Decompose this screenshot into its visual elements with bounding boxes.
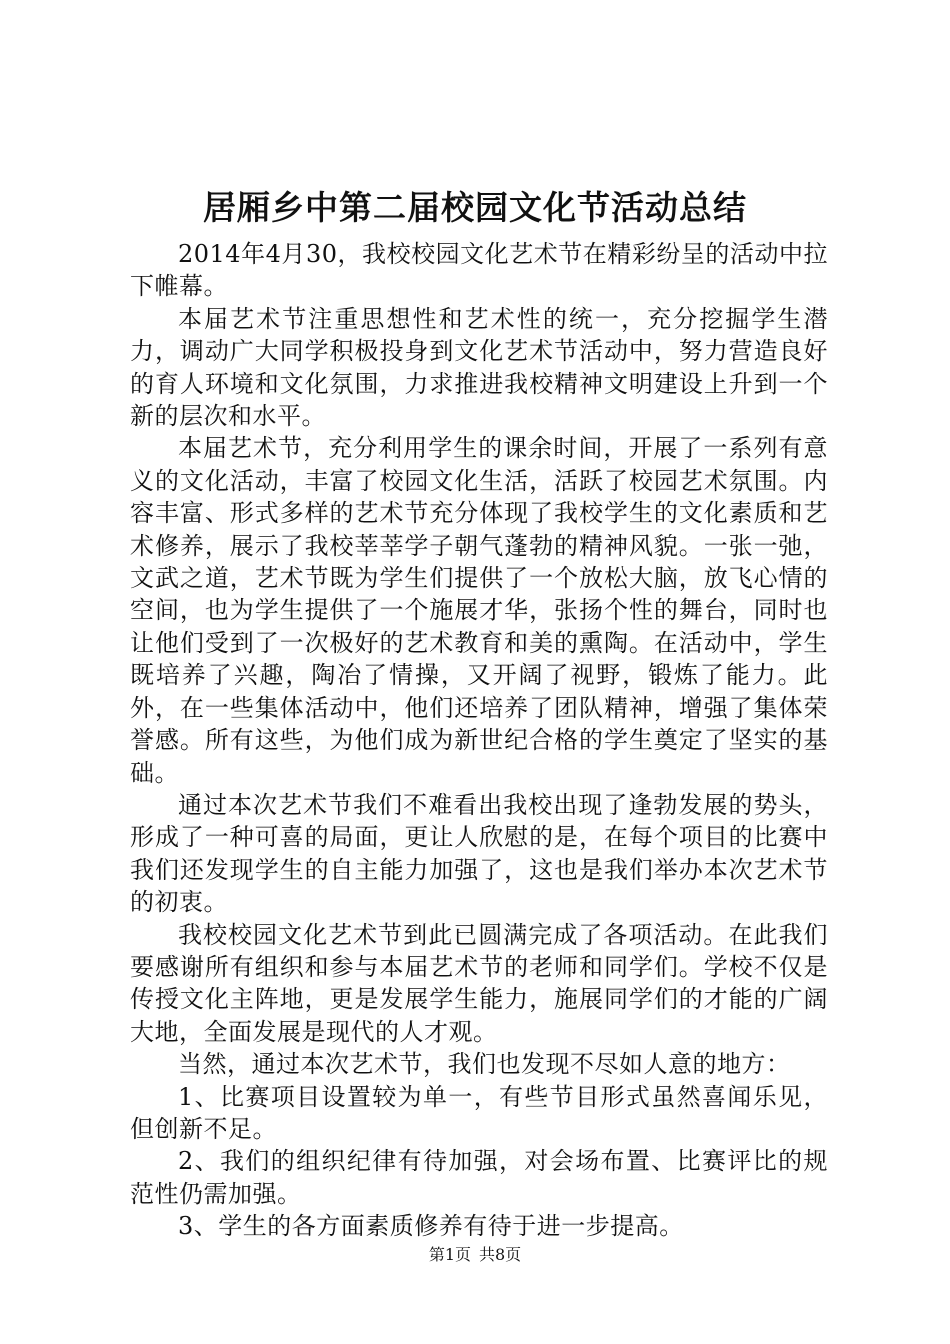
document-title: 居厢乡中第二届校园文化节活动总结 [203,188,747,227]
page-footer [0,1244,950,1266]
page-number: 第1页 [428,1245,471,1264]
paragraph-shortcomings-intro: 当然，通过本次艺术节，我们也发现不尽如人意的地方： [178,1050,791,1079]
paragraph-goals: 本届艺术节注重思想性和艺术性的统一，充分挖掘学生潜力，调动广大同学积极投身到文化艺术节活动中，努力营造良好的育人环境和文化氛围，力求推进我校精神文明建设上升到一个新的层次和水平。 [130,304,828,431]
page-total: 共8页 [479,1245,522,1264]
shortcoming-item-2: 2、我们的组织纪律有待加强，对会场布置、比赛评比的规范性仍需加强。 [130,1147,828,1208]
document-body [130,238,828,1243]
paragraph-thanks: 我校校园文化艺术节到此已圆满完成了各项活动。在此我们要感谢所有组织和参与本届艺术节的老师和同学们。学校不仅是传授文化主阵地，更是发展学生能力，施展同学们的才能的广阔大地，全面发展是现代的人才观。 [130,920,828,1046]
paragraph-intro: 2014年4月30，我校校园文化艺术节在精彩纷呈的活动中拉下帷幕。 [130,240,828,301]
paragraph-development: 通过本次艺术节我们不难看出我校出现了逢勃发展的势头，形成了一种可喜的局面，更让人欣慰的是，在每个项目的比赛中我们还发现学生的自主能力加强了，这也是我们举办本次艺术节的初衷。 [130,790,828,917]
paragraph-activities: 本届艺术节，充分利用学生的课余时间，开展了一系列有意义的文化活动，丰富了校园文化生活，活跃了校园艺术氛围。内容丰富、形式多样的艺术节充分体现了我校学生的文化素质和艺术修养，展示了我校莘莘学子朝气蓬勃的精神风貌。一张一弛，文武之道，艺术节既为学生们提供了一个放松大脑，放飞心情的空间，也为学生提供了一个施展才华，张扬个性的舞台，同时也让他们受到了一次极好的艺术教育和美的熏陶。在活动中，学生既培养了兴趣，陶冶了情操，又开阔了视野，锻炼了能力。此外，在一些集体活动中，他们还培养了团队精神，增强了集体荣誉感。所有这些，为他们成为新世纪合格的学生奠定了坚实的基础。 [130,434,828,787]
shortcoming-item-1: 1、比赛项目设置较为单一，有些节目形式虽然喜闻乐见，但创新不足。 [130,1082,828,1143]
shortcoming-item-3: 3、学生的各方面素质修养有待于进一步提高。 [178,1212,684,1241]
